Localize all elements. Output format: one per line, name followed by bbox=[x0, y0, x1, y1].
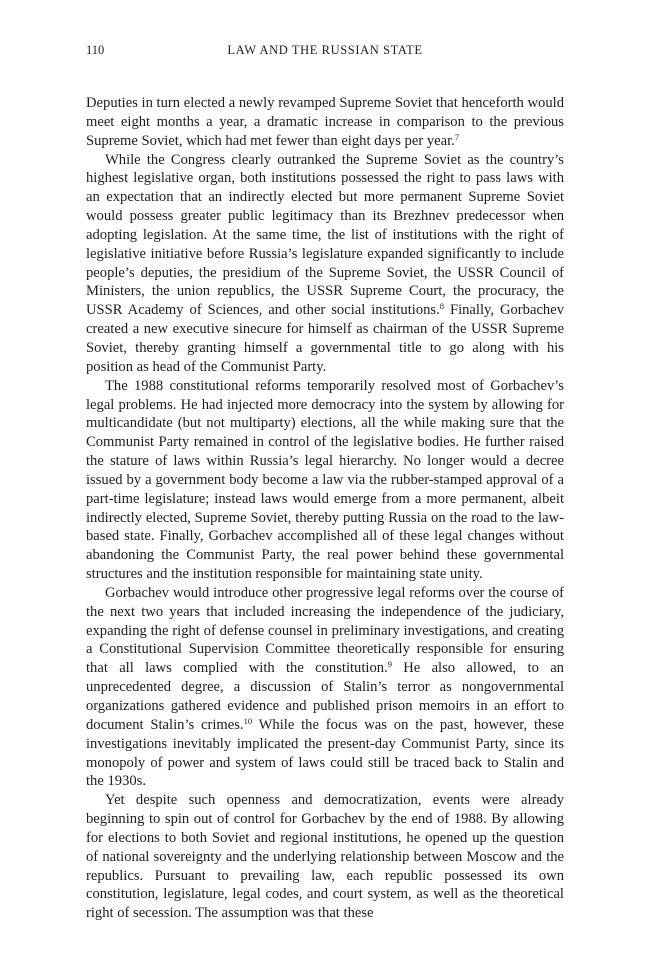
footnote-ref: 10 bbox=[243, 715, 253, 726]
paragraph bbox=[86, 151, 564, 377]
paragraph bbox=[86, 94, 564, 151]
text-run: Yet despite such openness and democratization, events were already beginning to spin out of control for Gorbachev by the end of 1988. By allowing for elections to both Soviet and regional institutions, he opened up the question of national sovereignty and the underlying relationship between Moscow and the republics. Pursuant to prevailing law, each republic possessed its own constitution, legislature, legal codes, and court system, as well as the theoretical right of secession. The assumption was that these bbox=[86, 792, 564, 922]
footnote-ref: 8 bbox=[439, 301, 445, 312]
paragraph bbox=[86, 584, 564, 791]
page-number: 110 bbox=[86, 43, 105, 57]
text-run: The 1988 constitutional reforms temporarily resolved most of Gorbachev’s legal problems. He had injected more democracy into the system by allowing for multicandidate (but not multiparty) elections, all the while making sure that the Communist Party remained in control of the legislative bodies. He further raised the stature of laws within Russia’s legal hierarchy. No longer would a decree issued by a government body become a law via the rubber-stamped approval of a part-time legislature; instead laws would emerge from a more permanent, albeit indirectly elected, Supreme Soviet, thereby putting Russia on the road to the law-based state. Finally, Gorbachev accomplished all of these legal changes without abandoning the Communist Party, the real power behind these governmental structures and the institution responsible for maintaining state unity. bbox=[86, 377, 564, 583]
footnote-ref: 7 bbox=[454, 131, 460, 142]
text-run: While the Congress clearly outranked the Supreme Soviet as the country’s highest legislative organ, both institutions possessed the right to pass laws with an expectation that an indirectly elected but more permanent Supreme Soviet would possess greater public legitimacy than its Brezhnev predecessor when adopting legislation. At the same time, the list of institutions with the right of legislative initiative before Russia’s legislature expanded significantly to include people’s deputies, the presidium of the Supreme Soviet, the USSR Council of Ministers, the union republics, the USSR Supreme Court, the procuracy, the USSR Academy of Sciences, and other social institutions. bbox=[86, 151, 564, 319]
body-text bbox=[86, 94, 564, 923]
paragraph bbox=[86, 791, 564, 923]
text-run: Finally, Gorbachev created a new executive sinecure for himself as chairman of the USSR Supreme Soviet, thereby granting himself a governmental title to go along with his position as head of the Communist Party. bbox=[86, 302, 564, 375]
paragraph bbox=[86, 377, 564, 584]
page-header bbox=[86, 43, 564, 63]
running-head: LAW AND THE RUSSIAN STATE bbox=[227, 43, 423, 57]
footnote-ref: 9 bbox=[387, 659, 392, 670]
text-run: Deputies in turn elected a newly revamped Supreme Soviet that henceforth would meet eight months a year, a dramatic increase in comparison to the previous Supreme Soviet, which had met fewer than eight days per year. bbox=[86, 95, 564, 149]
text-run: While the focus was on the past, however, these investigations inevitably implicated the present-day Communist Party, since its monopoly of power and system of laws could still be traced back to Stalin and the 1930s. bbox=[86, 716, 564, 790]
text-run: He also allowed, to an unprecedented degree, a discussion of Stalin’s terror as nongovernmental organizations gathered evidence and published prison memoirs in an effort to document Stalin’s crimes. bbox=[86, 660, 564, 733]
text-run: Gorbachev would introduce other progressive legal reforms over the course of the next two years that included increasing the independence of the judiciary, expanding the right of defense counsel in preliminary investigations, and creating a Constitutional Supervision Committee theoretically responsible for ensuring that all laws complied with the constitution. bbox=[86, 584, 564, 677]
